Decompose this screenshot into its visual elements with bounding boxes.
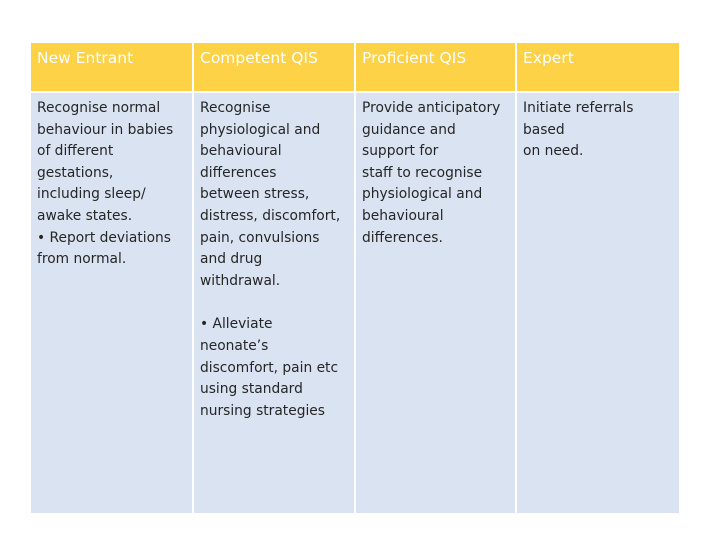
text-line: staff to recognise — [362, 164, 483, 181]
text-line: withdrawal. — [200, 272, 281, 289]
text-line: guidance and — [362, 121, 456, 138]
text-line: of different — [37, 143, 114, 160]
text-line: behaviour in babies — [37, 121, 174, 138]
text-line: Provide anticipatory — [362, 100, 501, 116]
header-new-entrant: New Entrant — [31, 43, 193, 92]
text-line: from normal. — [37, 251, 127, 268]
text-line: discomfort, pain etc — [200, 359, 339, 376]
text-line: using standard — [200, 381, 303, 398]
text-line: pain, convulsions — [200, 229, 320, 246]
header-expert: Expert — [516, 43, 679, 92]
text-line: Recognise — [200, 100, 271, 116]
cell-new-entrant — [31, 92, 193, 513]
paragraph-gap — [200, 292, 348, 314]
competency-table — [31, 43, 679, 513]
header-row — [31, 43, 679, 92]
header-proficient-qis: Proficient QIS — [355, 43, 516, 92]
text-line: Initiate referrals — [523, 100, 634, 116]
text-line: between stress, — [200, 186, 310, 203]
text-line: differences. — [362, 229, 443, 246]
text-line: and drug — [200, 251, 263, 268]
text-line: neonate’s — [200, 337, 269, 354]
text-line: • Report deviations — [37, 229, 171, 246]
text-line: physiological and — [362, 186, 483, 203]
text-line: • Alleviate — [200, 316, 273, 333]
text-line: distress, discomfort, — [200, 207, 341, 224]
text-line: support for — [362, 143, 439, 160]
text-line: behavioural — [362, 207, 444, 224]
text-line: physiological and — [200, 121, 321, 138]
cell-expert — [516, 92, 679, 513]
text-line: based — [523, 121, 565, 138]
text-line: gestations, — [37, 164, 114, 181]
text-line: differences — [200, 164, 277, 181]
cell-competent-qis — [193, 92, 355, 513]
text-line: including sleep/ — [37, 186, 146, 203]
header-competent-qis: Competent QIS — [193, 43, 355, 92]
cell-proficient-qis — [355, 92, 516, 513]
text-line: on need. — [523, 143, 584, 160]
body-row — [31, 92, 679, 513]
text-line: nursing strategies — [200, 402, 325, 419]
text-line: awake states. — [37, 207, 133, 224]
text-line: Recognise normal — [37, 100, 161, 116]
text-line: behavioural — [200, 143, 282, 160]
